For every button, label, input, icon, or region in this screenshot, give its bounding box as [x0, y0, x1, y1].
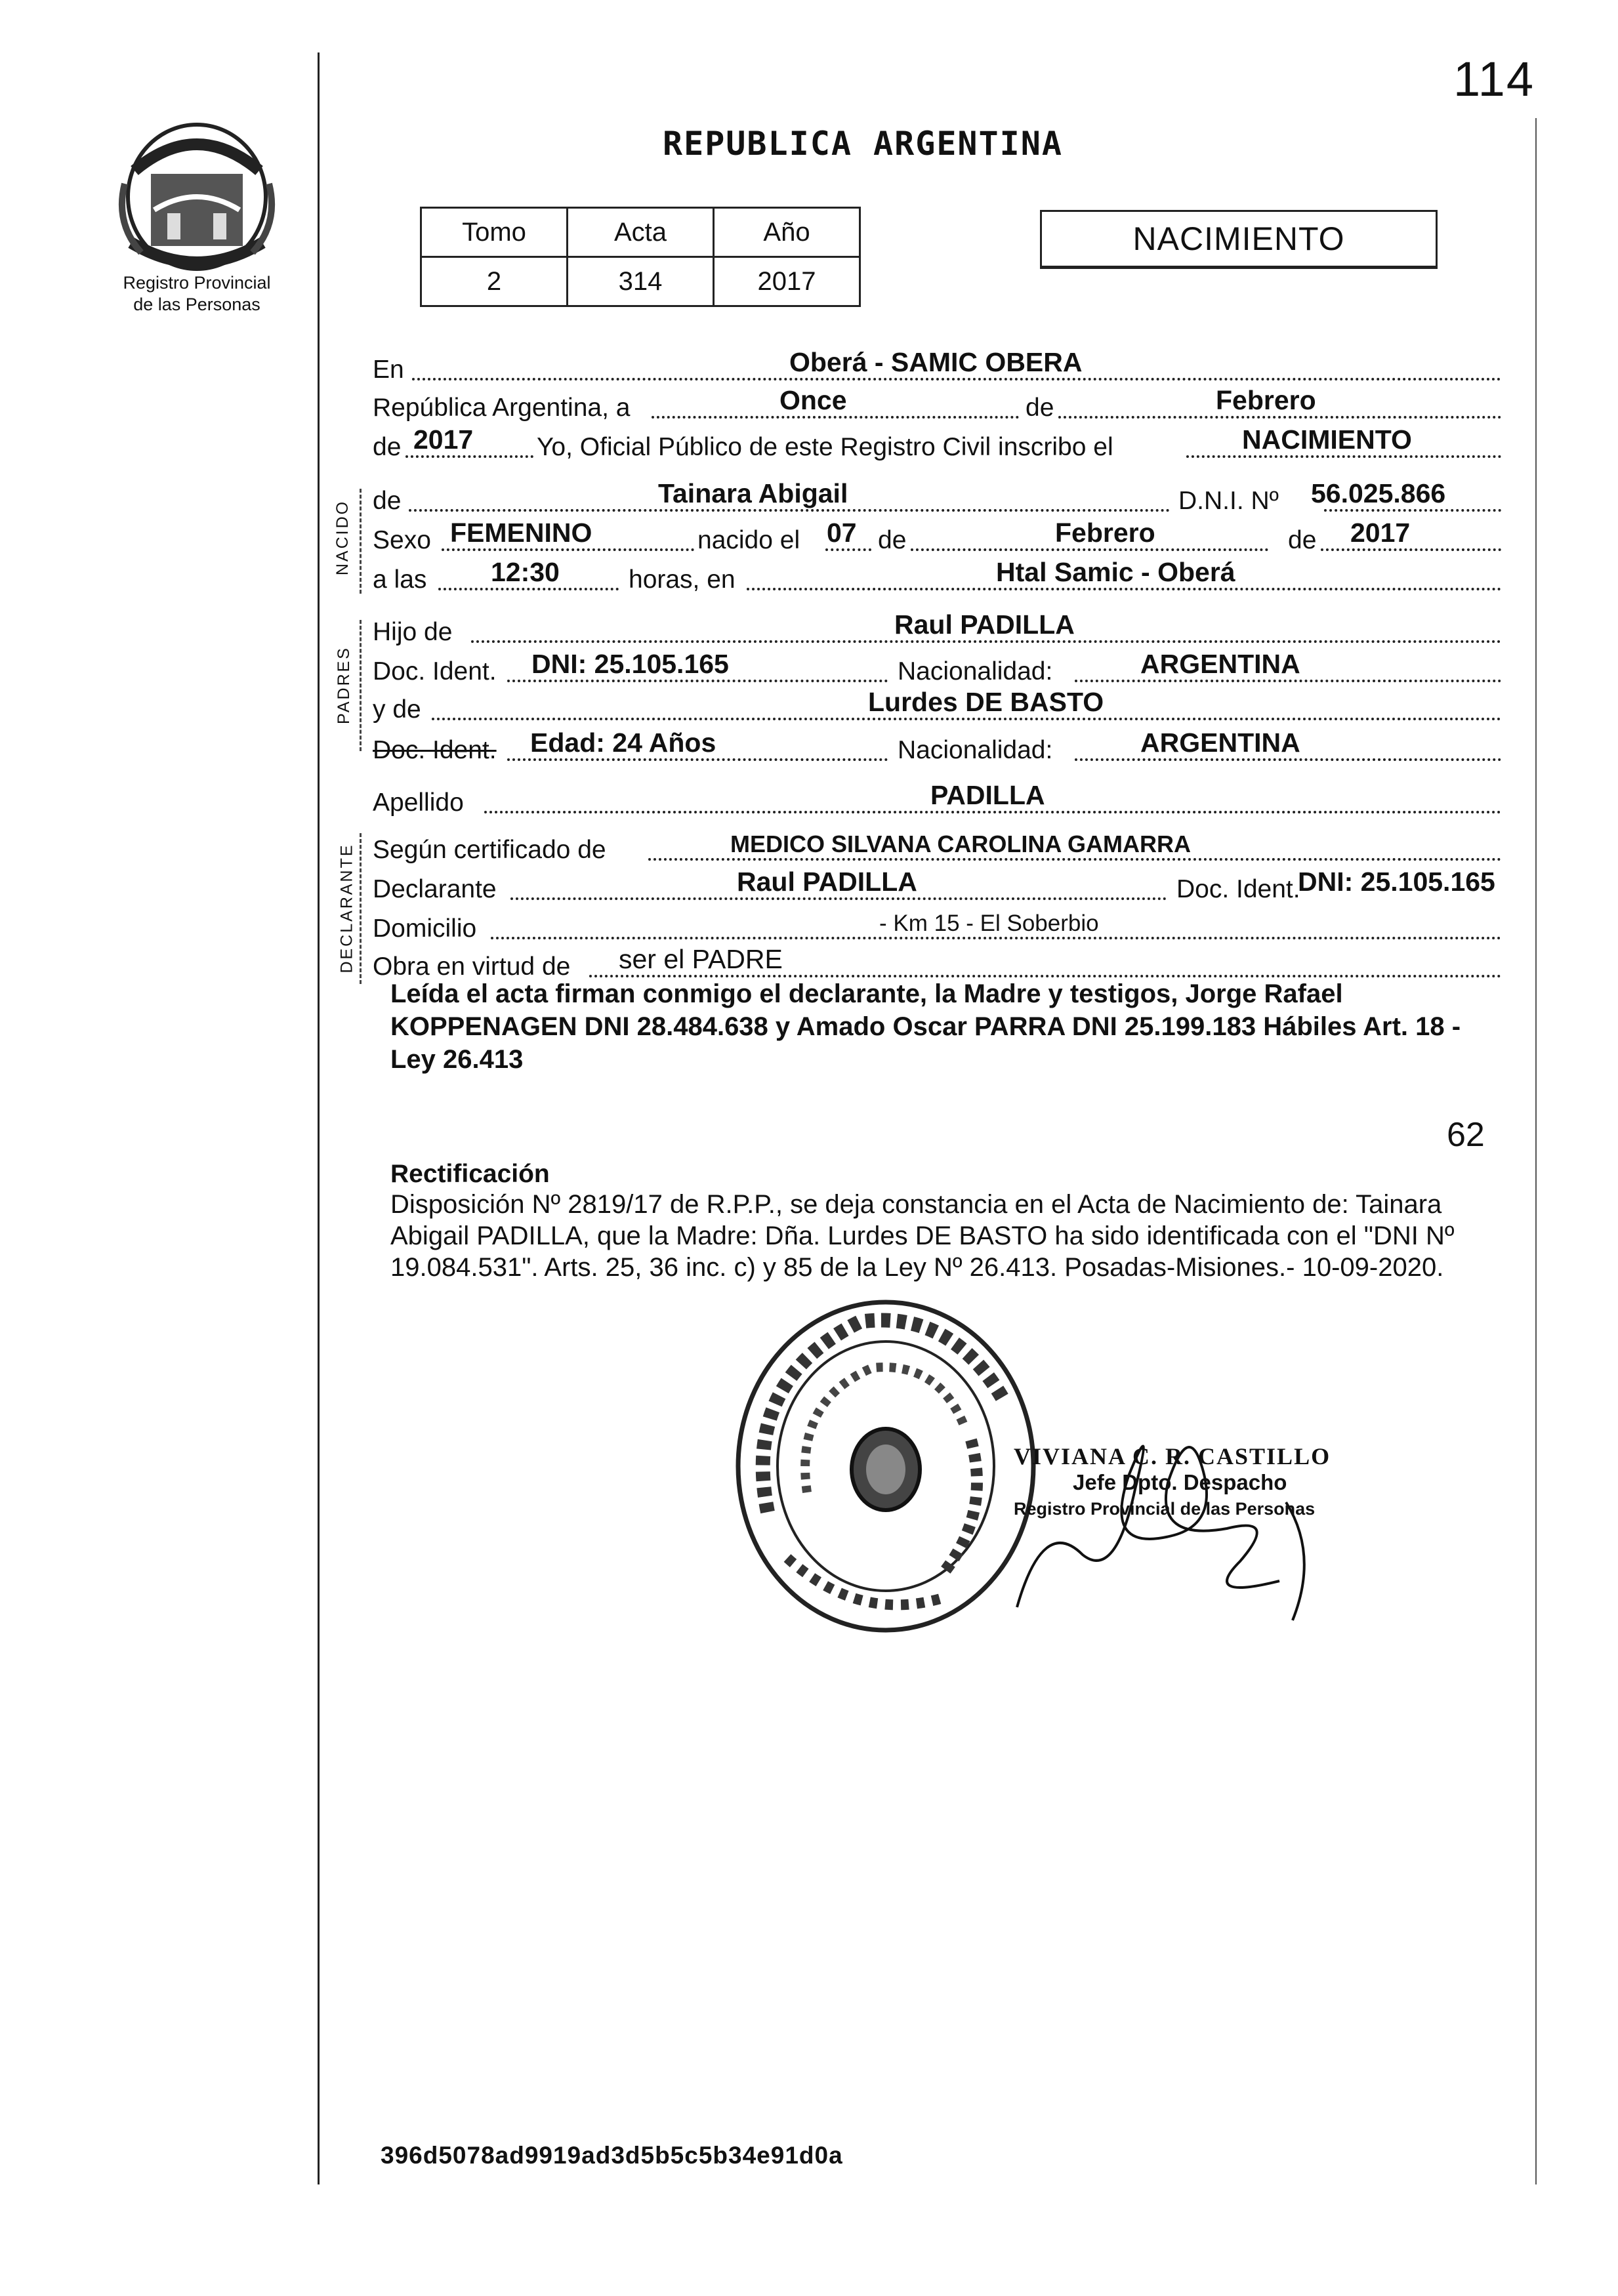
side-bracket-nacido	[360, 489, 363, 594]
lugar-value: Oberá - SAMIC OBERA	[789, 347, 1083, 377]
dotted-line	[1186, 455, 1501, 458]
folio-number: 114	[1453, 52, 1535, 106]
rectificacion-title: Rectificación	[390, 1160, 550, 1188]
signer-name: VIVIANA C. R. CASTILLO	[1014, 1443, 1331, 1469]
horas-en-label: horas, en	[629, 565, 736, 594]
doc-ident-label: Doc. Ident.	[373, 657, 497, 686]
dotted-line	[432, 718, 1501, 720]
padre-doc-value: DNI: 25.105.165	[531, 649, 729, 679]
dotted-line	[825, 548, 871, 551]
side-label-nacido: NACIDO	[333, 499, 352, 576]
right-margin-line	[1535, 118, 1537, 2184]
tipo-value: NACIMIENTO	[1242, 424, 1412, 455]
signer-role: Jefe Dpto. Despacho	[1073, 1470, 1287, 1494]
sexo-value: FEMENINO	[450, 518, 592, 548]
page-number: 62	[1447, 1116, 1485, 1154]
mes-value: Febrero	[1216, 385, 1316, 415]
dotted-line	[1075, 758, 1501, 761]
madre-doc-value: Edad: 24 Años	[530, 728, 716, 758]
dotted-line	[1058, 416, 1501, 419]
declarante-value: Raul PADILLA	[737, 867, 917, 897]
dotted-line	[1321, 548, 1501, 551]
row-madre	[373, 687, 1501, 727]
dotted-line	[442, 548, 694, 551]
side-label-padres: PADRES	[334, 646, 353, 724]
lugar-nacimiento-value: Htal Samic - Oberá	[996, 557, 1235, 587]
dotted-line	[911, 548, 1268, 551]
de-label: de	[373, 487, 402, 515]
nacido-label: nacido el	[697, 526, 800, 554]
obra-value: ser el PADRE	[619, 944, 783, 974]
registro-provincial-label	[98, 272, 295, 316]
declarante-label: Declarante	[373, 875, 497, 903]
leida-statement: Leída el acta firman conmigo el declarante, la Madre y testigos, Jorge Rafael KOPPENAGEN DNI 28.484.638 y Amado Oscar PARRA DNI 25.199.183 Hábiles Art. 18 - Ley 26.413	[390, 979, 1461, 1074]
sexo-label: Sexo	[373, 526, 431, 554]
dia-value: Once	[779, 385, 847, 415]
dotted-line	[510, 897, 1167, 900]
de-label: de	[1288, 526, 1317, 554]
row-padre-doc	[373, 649, 1501, 689]
apellido-value: PADILLA	[930, 780, 1045, 810]
padre-nac-value: ARGENTINA	[1140, 649, 1300, 679]
signer-office: Registro Provincial de las Personas	[1014, 1499, 1316, 1519]
dotted-line	[747, 588, 1501, 590]
dotted-line	[412, 378, 1501, 380]
de-label: de	[878, 526, 907, 554]
dotted-line	[491, 937, 1501, 939]
anio-value: 2017	[714, 257, 860, 306]
country-title: REPUBLICA ARGENTINA	[663, 125, 1063, 163]
madre-doc-label: Doc. Ident.	[373, 736, 497, 764]
dotted-line	[652, 416, 1019, 419]
side-bracket-declarante	[360, 833, 363, 984]
hijo-label: Hijo de	[373, 618, 453, 646]
hora-value: 12:30	[491, 557, 560, 587]
row-apellido	[373, 781, 1501, 820]
certificado-value: MEDICO SILVANA CAROLINA GAMARRA	[730, 830, 1191, 857]
a-las-label: a las	[373, 565, 427, 594]
nac-dia-value: 07	[827, 518, 857, 548]
dni-label: D.N.I. Nº	[1178, 487, 1279, 515]
signer-block	[1014, 1443, 1368, 1522]
de-label: de	[373, 433, 402, 461]
oficial-text: Yo, Oficial Público de este Registro Civil inscribo el	[537, 433, 1113, 461]
dotted-line	[409, 509, 1170, 512]
registro-seal-stamp	[728, 1296, 1043, 1637]
dotted-line	[471, 640, 1501, 643]
obra-label: Obra en virtud de	[373, 953, 571, 981]
y-de-label: y de	[373, 695, 421, 724]
row-en	[373, 348, 1501, 387]
madre-value: Lurdes DE BASTO	[868, 687, 1104, 717]
row-hora	[373, 558, 1501, 597]
row-madre-doc	[373, 728, 1501, 768]
domicilio-value: - Km 15 - El Soberbio	[879, 911, 1099, 936]
row-republica	[373, 386, 1501, 425]
dotted-line	[438, 588, 619, 590]
declarante-doc-value: DNI: 25.105.165	[1298, 867, 1495, 897]
row-certificado	[373, 828, 1501, 867]
acta-header: Acta	[568, 208, 714, 257]
tomo-header: Tomo	[421, 208, 568, 257]
row-domicilio	[373, 907, 1501, 946]
row-sexo	[373, 518, 1501, 558]
nac-mes-value: Febrero	[1055, 518, 1155, 548]
row-padre	[373, 610, 1501, 649]
row-nombre	[373, 479, 1501, 518]
act-type-box: NACIMIENTO	[1040, 210, 1438, 269]
dotted-line	[1324, 509, 1501, 512]
dotted-line	[1075, 680, 1501, 682]
nombre-value: Tainara Abigail	[658, 478, 848, 508]
dotted-line	[484, 811, 1501, 813]
madre-nac-value: ARGENTINA	[1140, 728, 1300, 758]
nacionalidad-label: Nacionalidad:	[898, 736, 1053, 764]
en-label: En	[373, 356, 404, 384]
rectificacion-body: Disposición Nº 2819/17 de R.P.P., se deja constancia en el Acta de Nacimiento de: Tainara Abigail PADILLA, que la Madre: Dña. Lurdes DE BASTO ha sido identificada con el "DNI Nº 19.084.531". Arts. 25, 36 inc. c) y 85 de la Ley Nº 26.413. Posadas-Misiones.- 10-09-2020.	[390, 1190, 1455, 1282]
doc-ident-label: Doc. Ident.	[1176, 875, 1300, 903]
dni-value: 56.025.866	[1311, 478, 1446, 508]
document-hash: 396d5078ad9919ad3d5b5c5b34e91d0a	[381, 2142, 843, 2169]
padre-value: Raul PADILLA	[894, 609, 1075, 640]
registro-line-1: Registro Provincial	[123, 273, 271, 293]
dotted-line	[507, 680, 888, 682]
republica-label: República Argentina, a	[373, 394, 631, 422]
side-label-declarante: DECLARANTE	[337, 843, 356, 974]
apellido-label: Apellido	[373, 789, 464, 817]
dotted-line	[648, 858, 1501, 861]
tomo-value: 2	[421, 257, 568, 306]
provincia-misiones-logo	[115, 112, 279, 276]
segun-label: Según certificado de	[373, 836, 606, 864]
de-label: de	[1026, 394, 1054, 422]
domicilio-label: Domicilio	[373, 914, 477, 943]
left-margin-line	[318, 52, 320, 2184]
nac-anio-value: 2017	[1350, 518, 1411, 548]
side-bracket-padres	[360, 620, 363, 751]
anio-header: Año	[714, 208, 860, 257]
row-declarante	[373, 867, 1501, 907]
dotted-line	[507, 758, 888, 761]
dotted-line	[405, 455, 533, 458]
nacionalidad-label: Nacionalidad:	[898, 657, 1053, 686]
registro-line-2: de las Personas	[133, 295, 260, 314]
anio-value: 2017	[413, 424, 474, 455]
acta-value: 314	[568, 257, 714, 306]
tomo-acta-table	[420, 207, 861, 307]
row-oficial	[373, 425, 1501, 464]
